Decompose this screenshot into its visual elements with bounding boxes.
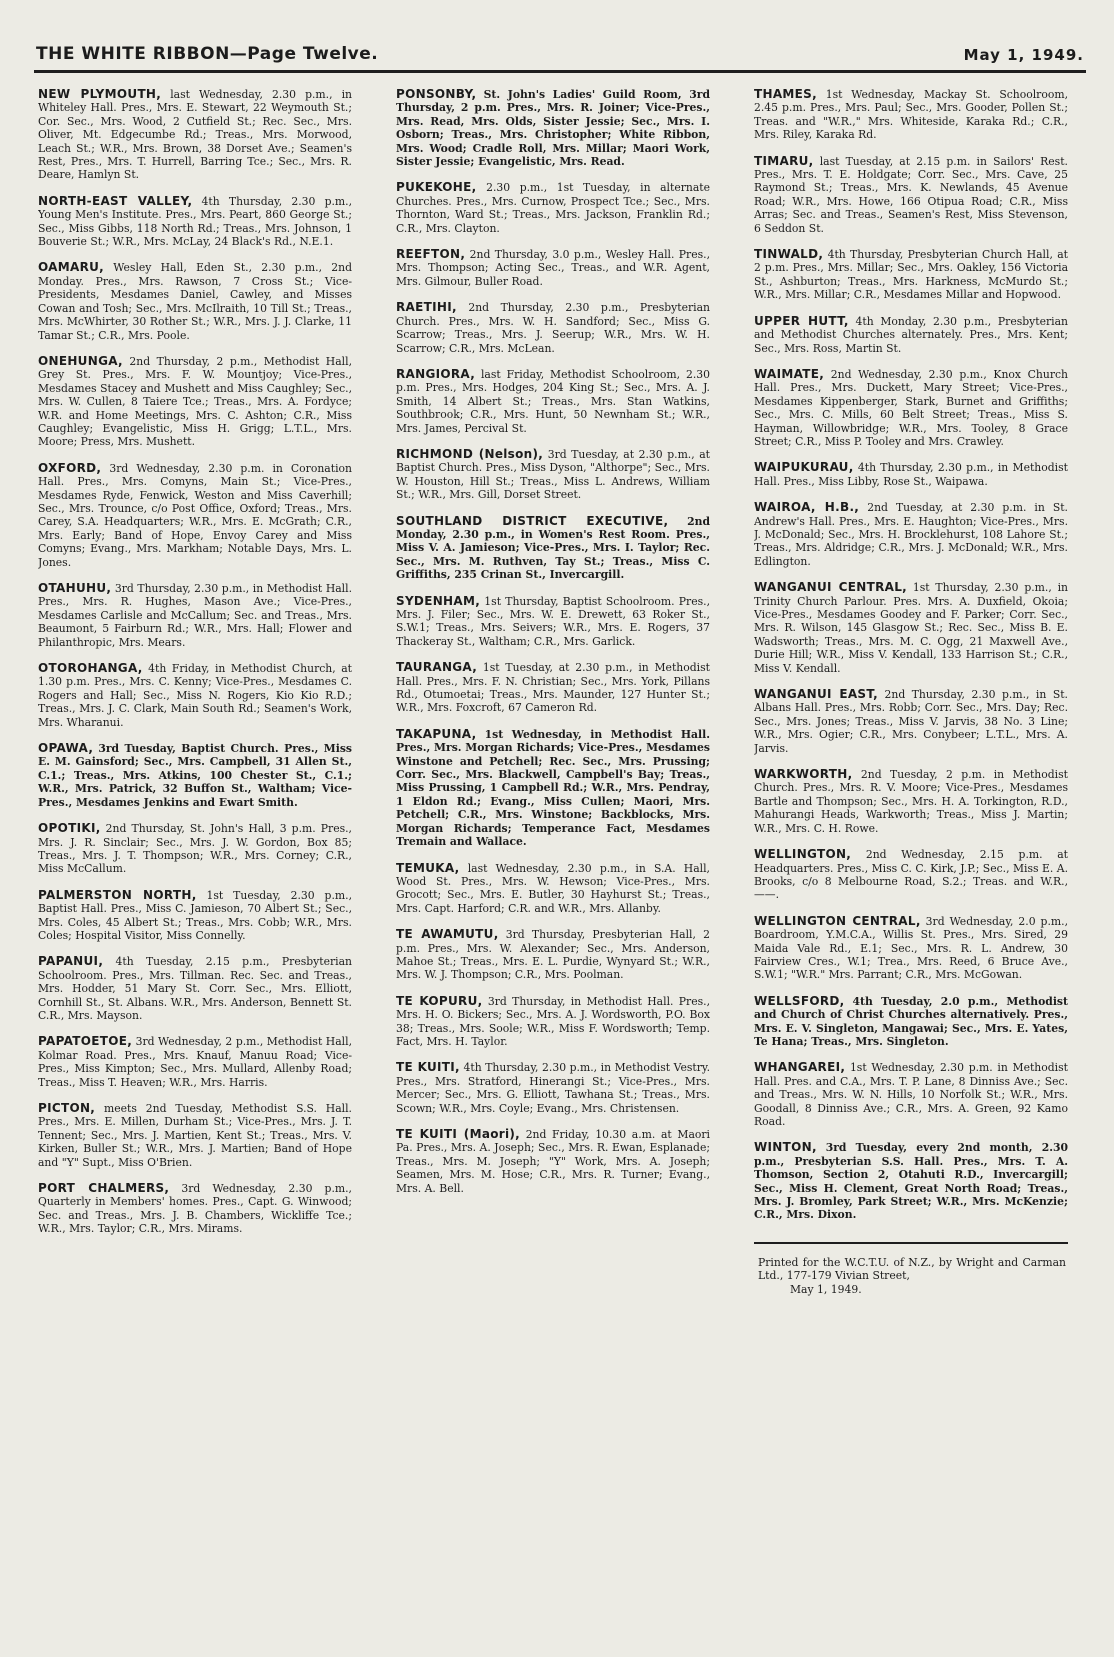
- branch-name: PONSONBY,: [396, 88, 477, 101]
- branch-entry: [396, 368, 710, 435]
- branch-name: TE KOPURU,: [396, 993, 483, 1008]
- branch-name: RICHMOND (Nelson),: [396, 446, 544, 461]
- page-title: THE WHITE RIBBON—Page Twelve.: [36, 44, 379, 64]
- branch-entry: [396, 1061, 710, 1115]
- branch-name: PICTON,: [38, 1101, 96, 1115]
- branch-name: WELLSFORD,: [754, 993, 845, 1008]
- branch-entry: [754, 995, 1068, 1049]
- branch-name: WANGANUI CENTRAL,: [754, 580, 908, 595]
- branch-name: PUKEKOHE,: [396, 180, 477, 195]
- branch-name: WHANGAREI,: [754, 1060, 846, 1075]
- branch-entry: [754, 248, 1068, 302]
- branch-entry: [396, 301, 710, 355]
- column-1: [38, 88, 352, 1638]
- branch-details: 3rd Tuesday, at 2.30 p.m., at Baptist Church. Pres., Miss Dyson, "Althorpe"; Sec., Mrs. W. Houston, Hill St.; Treas., Miss L. Andrews, William St.; W.R., Mrs. Gill, Dorset Street.: [396, 447, 710, 502]
- branch-details: 1st Thursday, 2.30 p.m., in Trinity Church Parlour. Pres. Mrs. A. Duxfield, Okoia; Vice-Pres., Mesdames Goodey and F. Parker; Corr. Sec., Mrs. R. Wilson, 145 Glasgow St.; Rec. Sec., Miss B. E. Wadsworth; Treas., Mrs. M. C. Ogg, 21 Maxwell Ave., Durie Hill; W.R., Miss V. Kendall, 133 Harrison St.; C.R., Miss V. Kendall.: [754, 581, 1068, 675]
- branch-name: OTOROHANGA,: [38, 661, 143, 676]
- branch-details: 2nd Wednesday, 2.30 p.m., Knox Church Hall. Pres., Mrs. Duckett, Mary Street; Vice-Pres., Mesdames Kippenberger, Stark, Burnet and Griffiths; Sec., Mrs. C. Mills, 60 Belt Street; Treas., Miss S. Hayman, Willowbridge; W.R., Mrs. Tooley, 8 Grace Street; C.R., Miss P. Tooley and Mrs. Crawley.: [754, 367, 1068, 448]
- branch-entry: [396, 448, 710, 502]
- branch-entry: [38, 88, 352, 182]
- branch-details: 4th Monday, 2.30 p.m., Presbyterian and Methodist Churches alternately. Pres., Mrs. Kent; Sec., Mrs. Ross, Martin St.: [754, 314, 1068, 355]
- branch-entry: [396, 1128, 710, 1195]
- branch-entry: [38, 742, 352, 809]
- branch-name: NORTH-EAST VALLEY,: [38, 193, 193, 208]
- branch-name: WINTON,: [754, 1140, 817, 1155]
- branch-name: SOUTHLAND DISTRICT EXECUTIVE,: [396, 513, 669, 528]
- branch-details: 2nd Thursday, 3.0 p.m., Wesley Hall. Pres., Mrs. Thompson; Acting Sec., Treas., and W.R. Agent, Mrs. Gilmour, Buller Road.: [396, 248, 710, 288]
- branch-entry: [38, 1102, 352, 1169]
- branch-details: 2nd Thursday, 2 p.m., Methodist Hall, Grey St. Pres., Mrs. F. W. Mountjoy; Vice-Pres., Mesdames Stacey and Mushett and Miss Caughley; Sec., Mrs. W. Cullen, 8 Taiere Tce.; Treas., Mrs. A. Fordyce; W.R. and Home Meetings, Mrs. C. Ashton; C.R., Miss Caughley; Evangelistic, Miss H. Grigg; L.T.L., Mrs. Moore; Press, Mrs. Mushett.: [38, 354, 352, 449]
- branch-entry: [396, 862, 710, 916]
- printer-notice: [754, 1256, 1068, 1297]
- branch-name: TE AWAMUTU,: [396, 927, 499, 942]
- branch-name: PAPANUI,: [38, 954, 104, 969]
- branch-name: WAIMATE,: [754, 366, 825, 381]
- branch-details: 3rd Wednesday, 2 p.m., Methodist Hall, Kolmar Road. Pres., Mrs. Knauf, Manuu Road; Vice-Pres., Miss Kimpton; Sec., Mrs. Mullard, Allenby Road; Treas., Miss T. Heaven; W.R., Mrs. Harris.: [38, 1035, 352, 1089]
- branch-details: 2nd Wednesday, 2.15 p.m. at Headquarters. Pres., Miss C. C. Kirk, J.P.; Sec., Miss E. A. Brooks, c/o 8 Melbourne Road, S.2.; Treas. and W.R., ——.: [754, 848, 1068, 902]
- branch-entry: [754, 155, 1068, 235]
- branch-name: OAMARU,: [38, 260, 105, 275]
- branch-name: SYDENHAM,: [396, 593, 481, 608]
- footer-rule: [754, 1242, 1068, 1244]
- branch-entry: [38, 1035, 352, 1089]
- branch-details: 4th Thursday, 2.30 p.m., in Methodist Vestry. Pres., Mrs. Stratford, Hinerangi St.; Vice-Pres., Mrs. Mercer; Sec., Mrs. G. Elliott, Tawhana St.; Treas., Mrs. Scown; W.R., Mrs. Coyle; Evang., Mrs. Christensen.: [396, 1061, 710, 1115]
- branch-details: 3rd Thursday, in Methodist Hall. Pres., Mrs. H. O. Bickers; Sec., Mrs. A. J. Wordsworth, P.O. Box 38; Treas., Mrs. Soole; W.R., Miss F. Wordsworth; Temp. Fact, Mrs. H. Taylor.: [396, 994, 710, 1048]
- branch-details: 1st Tuesday, 2.30 p.m., Baptist Hall. Pres., Miss C. Jamieson, 70 Albert St.; Sec., Mrs. Coles, 45 Albert St.; Treas., Mrs. Cobb; W.R., Mrs. Coles; Hospital Visitor, Miss Connelly.: [38, 888, 352, 942]
- branch-details: 3rd Wednesday, 2.0 p.m., Boardroom, Y.M.C.A., Willis St. Pres., Mrs. Sired, 29 Maida Vale Rd., E.1; Sec., Mrs. R. L. Andrew, 30 Fairview Cres., W.1; Trea., Mrs. Reed, 6 Bruce Ave., S.W.1; "W.R." Mrs. Parrant; C.R., Mrs. McGowan.: [754, 914, 1068, 982]
- branch-entry: [38, 582, 352, 649]
- branch-details: last Wednesday, 2.30 p.m., in S.A. Hall, Wood St. Pres., Mrs. W. Hewson; Vice-Pres., Mrs. Grocott; Sec., Mrs. E. Butler, 30 Hayhurst St.; Treas., Mrs. Capt. Harford; C.R. and W.R., Mrs. Allanby.: [396, 861, 710, 915]
- column-3-entries: [754, 88, 1068, 1222]
- branch-name: WANGANUI EAST,: [754, 687, 879, 702]
- branch-details: 4th Thursday, 2.30 p.m., in Methodist Hall. Pres., Miss Libby, Rose St., Waipawa.: [754, 461, 1068, 488]
- branch-details: 4th Thursday, Presbyterian Church Hall, at 2 p.m. Pres., Mrs. Millar; Sec., Mrs. Oakley, 156 Victoria St., Ashburton; Treas., Mrs. Harkness, McMurdo St.; W.R., Mrs. Millar; C.R., Mesdames Millar and Hopwood.: [754, 248, 1068, 302]
- branch-details: 3rd Thursday, 2.30 p.m., in Methodist Hall. Pres., Mrs. R. Hughes, Mason Ave.; Vice-Pres., Mesdames Carlisle and McCallum; Sec. and Treas., Mrs. Beaumont, 5 Fairburn Rd.; W.R., Mrs. Hall; Flower and Philanthropic, Mrs. Mears.: [38, 582, 352, 649]
- branch-entry: [396, 728, 710, 849]
- branch-entry: [38, 1182, 352, 1236]
- branch-details: meets 2nd Tuesday, Methodist S.S. Hall. Pres., Mrs. E. Millen, Durham St.; Vice-Pres., Mrs. J. T. Tennent; Sec., Mrs. J. Martien, Kent St.; Treas., Mrs. V. Kirken, Buller St.; W.R., Mrs. J. Martien; Band of Hope and "Y" Supt., Miss O'Brien.: [38, 1102, 352, 1169]
- branch-name: OTAHUHU,: [38, 581, 112, 595]
- branch-name: WAIPUKURAU,: [754, 460, 854, 475]
- branch-entry: [754, 461, 1068, 488]
- branch-name: TAURANGA,: [396, 660, 478, 675]
- branch-name: PAPATOETOE,: [38, 1034, 133, 1049]
- branch-entry: [396, 515, 710, 582]
- branch-entry: [38, 889, 352, 943]
- header-rule: [34, 70, 1086, 73]
- branch-name: UPPER HUTT,: [754, 313, 849, 328]
- branch-details: 3rd Wednesday, 2.30 p.m. in Coronation Hall. Pres., Mrs. Comyns, Main St.; Vice-Pres., Mesdames Ryde, Fenwick, Weston and Miss Caverhill; Sec., Mrs. Trounce, c/o Post Office, Oxford; Treas., Mrs. Carey, S.A. Headquarters; W.R., Mrs. E. McGrath; C.R., Mrs. Early; Band of Hope, Envoy Carey and Miss Comyns; Evang., Mrs. Markham; Notable Days, Mrs. L. Jones.: [38, 461, 352, 569]
- branch-details: 2nd Thursday, 2.30 p.m., in St. Albans Hall. Pres., Mrs. Robb; Corr. Sec., Mrs. Day; Rec. Sec., Mrs. Jones; Treas., Miss V. Jarvis, 38 No. 3 Line; W.R., Mrs. Ogier; C.R., Mrs. Conybeer; L.T.L., Mrs. A. Jarvis.: [754, 688, 1068, 755]
- branch-entry: [754, 88, 1068, 142]
- branch-entry: [754, 315, 1068, 355]
- printer-text: Printed for the W.C.T.U. of N.Z., by Wright and Carman Ltd., 177-179 Vivian Street,: [758, 1255, 1066, 1283]
- branch-entry: [754, 848, 1068, 902]
- branch-name: OPAWA,: [38, 741, 94, 756]
- branch-name: OXFORD,: [38, 460, 102, 475]
- branch-details: 3rd Wednesday, 2.30 p.m., Quarterly in Members' homes. Pres., Capt. G. Winwood; Sec. and Treas., Mrs. J. B. Chambers, Wickliffe Tce.; W.R., Mrs. Taylor; C.R., Mrs. Mirams.: [38, 1182, 352, 1236]
- branch-name: TE KUITI,: [396, 1060, 460, 1075]
- branch-name: THAMES,: [754, 88, 817, 101]
- branch-entry: [38, 462, 352, 569]
- branch-details: 2nd Tuesday, at 2.30 p.m. in St. Andrew's Hall. Pres., Mrs. E. Haughton; Vice-Pres., Mrs. J. McDonald; Sec., Mrs. H. Brocklehurst, 108 Lahore St.; Treas., Mrs. Aldridge; C.R., Mrs. J. McDonald; W.R., Mrs. Edlington.: [754, 501, 1068, 568]
- branch-name: WAIROA, H.B.,: [754, 500, 860, 515]
- branch-entry: [38, 662, 352, 729]
- branch-entry: [396, 88, 710, 168]
- branch-details: 4th Tuesday, 2.15 p.m., Presbyterian Schoolroom. Pres., Mrs. Tillman. Rec. Sec. and Treas., Mrs. Hodder, 51 Mary St. Corr. Sec., Mrs. Elliott, Cornhill St., St. Albans. W.R., Mrs. Anderson, Bennett St. C.R., Mrs. Mayson.: [38, 955, 352, 1022]
- branch-details: Wesley Hall, Eden St., 2.30 p.m., 2nd Monday. Pres., Mrs. Rawson, 7 Cross St.; Vice-Presidents, Mesdames Daniel, Cawley, and Misses Cowan and Tosh; Sec., Mrs. McIlraith, 10 Till St.; Treas., Mrs. McWhirter, 30 Rother St.; W.R., Mrs. J. J. Clarke, 11 Tamar St.; C.R., Mrs. Poole.: [38, 261, 352, 342]
- branch-name: TIMARU,: [754, 153, 814, 168]
- branch-details: 2.30 p.m., 1st Tuesday, in alternate Churches. Pres., Mrs. Curnow, Prospect Tce.; Sec., Mrs. Thornton, Ward St.; Treas., Mrs. Jackson, Franklin Rd.; C.R., Mrs. Clayton.: [396, 181, 710, 235]
- branch-name: TINWALD,: [754, 247, 824, 262]
- branch-entry: [38, 195, 352, 249]
- branch-name: TAKAPUNA,: [396, 726, 477, 741]
- branch-details: 1st Wednesday, in Methodist Hall. Pres., Mrs. Morgan Richards; Vice-Pres., Mesdames Winstone and Petchell; Rec. Sec., Mrs. Prussing; Corr. Sec., Mrs. Blackwell, Campbell's Bay; Treas., Miss Prussing, 1 Campbell Rd.; W.R., Mrs. Pendray, 1 Eldon Rd.; Evang., Miss Cullen; Maori, Mrs. Petchell; C.R., Mrs. Winstone; Backblocks, Mrs. Morgan Richards; Temperance Fact, Mesdames Tremain and Wallace.: [396, 727, 710, 849]
- branch-name: NEW PLYMOUTH,: [38, 88, 162, 101]
- branch-details: 4th Thursday, 2.30 p.m., Young Men's Institute. Pres., Mrs. Peart, 860 George St.; Sec., Miss Gibbs, 118 North Rd.; Treas., Mrs. Johnson, 1 Bouverie St.; W.R., Mrs. McLay, 24 Black's Rd., N.E.1.: [38, 194, 352, 249]
- branch-entry: [754, 1061, 1068, 1128]
- branch-name: TEMUKA,: [396, 860, 460, 875]
- branch-entry: [754, 915, 1068, 982]
- column-2: [396, 88, 710, 1638]
- branch-entry: [396, 181, 710, 235]
- branch-name: OPOTIKI,: [38, 821, 101, 836]
- branch-details: 3rd Tuesday, Baptist Church. Pres., Miss E. M. Gainsford; Sec., Mrs. Campbell, 31 Allen St., C.1.; Treas., Mrs. Atkins, 100 Chester St., C.1.; W.R., Mrs. Patrick, 32 Buffon St., Waltham; Vice-Pres., Mesdames Jenkins and Ewart Smith.: [38, 742, 352, 809]
- branch-details: last Friday, Methodist Schoolroom, 2.30 p.m. Pres., Mrs. Hodges, 204 King St.; Sec., Mrs. A. J. Smith, 14 Albert St.; Treas., Mrs. Stan Watkins, Southbrook; C.R., Mrs. Hunt, 50 Newnham St.; W.R., Mrs. James, Percival St.: [396, 367, 710, 435]
- branch-details: 2nd Thursday, St. John's Hall, 3 p.m. Pres., Mrs. J. R. Sinclair; Sec., Mrs. J. W. Gordon, Box 85; Treas., Mrs. J. T. Thompson; W.R., Mrs. Corney; C.R., Miss McCallum.: [38, 822, 352, 876]
- branch-name: WELLINGTON,: [754, 847, 852, 862]
- branch-entry: [38, 355, 352, 449]
- branch-details: 2nd Friday, 10.30 a.m. at Maori Pa. Pres., Mrs. A. Joseph; Sec., Mrs. R. Ewan, Esplanade; Treas., Mrs. M. Joseph; "Y" Work, Mrs. A. Joseph; Seamen, Mrs. M. Hose; C.R., Mrs. R. Turner; Evang., Mrs. A. Bell.: [396, 1128, 710, 1195]
- branch-entry: [754, 581, 1068, 675]
- branch-details: 3rd Thursday, Presbyterian Hall, 2 p.m. Pres., Mrs. W. Alexander; Sec., Mrs. Anderson, Mahoe St.; Treas., Mrs. E. L. Purdie, Wynyard St.; W.R., Mrs. W. J. Thompson; C.R., Mrs. Poolman.: [396, 928, 710, 982]
- branch-entry: [396, 928, 710, 982]
- branch-entry: [754, 501, 1068, 568]
- branch-details: 3rd Tuesday, every 2nd month, 2.30 p.m., Presbyterian S.S. Hall. Pres., Mrs. T. A. Thomson, Section 2, Otahuti R.D., Invercargill; Sec., Miss H. Clement, Great North Road; Treas., Mrs. J. Bromley, Park Street; W.R., Mrs. McKenzie; C.R., Mrs. Dixon.: [754, 1141, 1068, 1222]
- branch-name: WELLINGTON CENTRAL,: [754, 913, 921, 928]
- branch-name: WARKWORTH,: [754, 767, 853, 782]
- branch-details: 2nd Tuesday, 2 p.m. in Methodist Church. Pres., Mrs. R. V. Moore; Vice-Pres., Mesdames Bartle and Thompson; Sec., Mrs. H. A. Torkington, R.D., Mahurangi Heads, Warkworth; Treas., Miss J. Martin; W.R., Mrs. C. H. Rowe.: [754, 768, 1068, 835]
- branch-entry: [396, 248, 710, 288]
- branch-details: last Tuesday, at 2.15 p.m. in Sailors' Rest. Pres., Mrs. T. E. Holdgate; Corr. Sec., Mrs. Cave, 25 Raymond St.; Treas., Mrs. K. Newlands, 45 Avenue Road; W.R., Mrs. Howe, 166 Otipua Road; C.R., Miss Arras; Sec. and Treas., Seamen's Rest, Miss Stevenson, 6 Seddon St.: [754, 154, 1068, 235]
- branch-entry: [754, 768, 1068, 835]
- branch-name: ONEHUNGA,: [38, 353, 123, 368]
- branch-details: 2nd Thursday, 2.30 p.m., Presbyterian Church. Pres., Mrs. W. H. Sandford; Sec., Miss G. Scarrow; Treas., Mrs. J. Seerup; W.R., Mrs. W. H. Scarrow; C.R., Mrs. McLean.: [396, 301, 710, 355]
- branch-entry: [754, 368, 1068, 448]
- branch-details: 1st Wednesday, Mackay St. Schoolroom, 2.45 p.m. Pres., Mrs. Paul; Sec., Mrs. Gooder, Pollen St.; Treas. and "W.R.," Mrs. Whiteside, Karaka Rd.; C.R., Mrs. Riley, Karaka Rd.: [754, 88, 1068, 142]
- page-date: May 1, 1949.: [963, 46, 1084, 64]
- branch-name: PORT CHALMERS,: [38, 1181, 170, 1196]
- page-header: [36, 30, 1084, 64]
- branch-entry: [396, 661, 710, 715]
- branch-details: 1st Wednesday, 2.30 p.m. in Methodist Hall. Pres. and C.A., Mrs. T. P. Lane, 8 Dinniss Ave.; Sec. and Treas., Mrs. W. N. Hills, 10 Norfolk St.; W.R., Mrs. Goodall, 8 Dinniss Ave.; C.R., Mrs. A. Green, 92 Kamo Road.: [754, 1061, 1068, 1128]
- branch-entry: [396, 995, 710, 1049]
- branch-entry: [38, 822, 352, 876]
- branch-name: RAETIHI,: [396, 300, 457, 315]
- branch-entry: [38, 955, 352, 1022]
- branch-details: 4th Friday, in Methodist Church, at 1.30 p.m. Pres., Mrs. C. Kenny; Vice-Pres., Mesdames C. Rogers and Hall; Sec., Miss N. Rogers, Kio Kio R.D.; Treas., Mrs. J. C. Clark, Main South Rd.; Seamen's Work, Mrs. Wharanui.: [38, 662, 352, 729]
- branch-name: RANGIORA,: [396, 366, 476, 381]
- branch-entry: [396, 595, 710, 649]
- printer-date: May 1, 1949.: [790, 1283, 862, 1297]
- branch-name: TE KUITI (Maori),: [396, 1127, 521, 1141]
- branch-details: 4th Tuesday, 2.0 p.m., Methodist and Church of Christ Churches alternatively. Pres., Mrs. E. V. Singleton, Mangawai; Sec., Mrs. E. Yates, Te Hana; Treas., Mrs. Singleton.: [754, 994, 1068, 1048]
- branch-details: 1st Thursday, Baptist Schoolroom. Pres., Mrs. J. Filer; Sec., Mrs. W. E. Drewett, 63 Roker St., S.W.1; Treas., Mrs. Seivers; W.R., Mrs. E. Rogers, 37 Thackeray St., Waltham; C.R., Mrs. Garlick.: [396, 594, 710, 648]
- column-3: [754, 88, 1068, 1638]
- branch-details: St. John's Ladies' Guild Room, 3rd Thursday, 2 p.m. Pres., Mrs. R. Joiner; Vice-Pres., Mrs. Read, Mrs. Olds, Sister Jessie; Sec., Mrs. I. Osborn; Treas., Mrs. Christopher; White Ribbon, Mrs. Wood; Cradle Roll, Mrs. Millar; Maori Work, Sister Jessie; Evangelistic, Mrs. Read.: [396, 88, 710, 169]
- branch-entry: [754, 1141, 1068, 1221]
- branch-details: 1st Tuesday, at 2.30 p.m., in Methodist Hall. Pres., Mrs. F. N. Christian; Sec., Mrs. York, Pillans Rd., Otumoetai; Treas., Mrs. Maunder, 127 Hunter St.; W.R., Mrs. Foxcroft, 67 Cameron Rd.: [396, 661, 710, 715]
- branch-entry: [754, 688, 1068, 755]
- branch-details: 2nd Monday, 2.30 p.m., in Women's Rest Room. Pres., Miss V. A. Jamieson; Vice-Pres., Mrs. I. Taylor; Rec. Sec., Mrs. M. Ruthven, Tay St.; Treas., Miss C. Griffiths, 235 Crinan St., Invercargill.: [396, 514, 710, 582]
- branch-name: PALMERSTON NORTH,: [38, 887, 197, 902]
- branch-entry: [38, 261, 352, 341]
- branch-details: last Wednesday, 2.30 p.m., in Whiteley Hall. Pres., Mrs. E. Stewart, 22 Weymouth St.; Cor. Sec., Mrs. Wood, 2 Cutfield St.; Rec. Sec., Mrs. Oliver, Mt. Edgecumbe Rd.; Treas., Mrs. Morwood, Leach St.; W.R., Mrs. Brown, 38 Dorset Ave.; Seamen's Rest, Pres., Mrs. T. Hurrell, Barring Tce.; Sec., Mrs. R. Deare, Hamlyn St.: [38, 88, 352, 182]
- branch-name: REEFTON,: [396, 247, 466, 262]
